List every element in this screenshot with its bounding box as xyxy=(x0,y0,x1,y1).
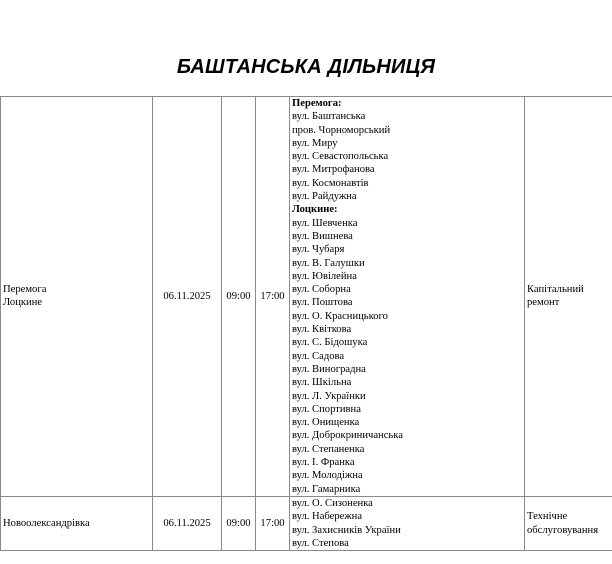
street-item: вул. І. Франка xyxy=(292,457,355,469)
street-item: вул. Чубаря xyxy=(292,244,345,256)
street-item: вул. Степаненка xyxy=(292,443,365,455)
street-item: вул. Онищенка xyxy=(292,417,360,429)
street-item: вул. Захисників України xyxy=(292,524,401,536)
street-item: вул. С. Бідошука xyxy=(292,337,368,349)
street-item: пров. Чорноморський xyxy=(292,124,391,136)
time-from-cell: 09:00 xyxy=(222,97,256,497)
street-item: вул. Шевченка xyxy=(292,217,358,229)
street-item: вул. О. Красницького xyxy=(292,310,388,322)
street-item: вул. Шкільна xyxy=(292,377,352,389)
street-item: вул. Виноградна xyxy=(292,363,366,375)
date-cell: 06.11.2025 xyxy=(153,496,222,550)
street-item: вул. Гамарника xyxy=(292,483,361,495)
street-item: вул. Миру xyxy=(292,137,338,149)
page-title: БАШТАНСЬКА ДІЛЬНИЦЯ xyxy=(176,56,436,78)
settlement-name: Лоцкине xyxy=(3,297,43,309)
streets-cell xyxy=(290,496,525,550)
time-to-cell: 17:00 xyxy=(256,97,290,497)
street-item: вул. Л. Українки xyxy=(292,390,366,402)
streets-cell xyxy=(290,97,525,497)
settlement-name: Новоолександрівка xyxy=(3,517,90,529)
street-item: вул. Райдужна xyxy=(292,191,357,203)
street-item: вул. Баштанська xyxy=(292,111,366,123)
street-item: вул. В. Галушки xyxy=(292,257,365,269)
settlement-cell xyxy=(1,496,153,550)
street-item: вул. Вишнева xyxy=(292,230,353,242)
table-body xyxy=(1,97,612,551)
street-item: вул. Квіткова xyxy=(292,324,352,336)
settlement-group-heading: Лоцкине: xyxy=(292,204,338,216)
street-item: вул. Митрофанова xyxy=(292,164,375,176)
street-item: вул. Степова xyxy=(292,537,349,549)
work-type-cell: Капітальний ремонт xyxy=(525,97,612,497)
street-item: вул. Ювілейна xyxy=(292,270,357,282)
street-item: вул. Садова xyxy=(292,350,345,362)
street-item: вул. Набережна xyxy=(292,511,363,523)
date-cell: 06.11.2025 xyxy=(153,97,222,497)
street-item: вул. Космонавтів xyxy=(292,177,369,189)
time-to-cell: 17:00 xyxy=(256,496,290,550)
street-item: вул. Доброкриничанська xyxy=(292,430,403,442)
settlement-name: Перемога xyxy=(3,284,47,296)
street-item: вул. Молодіжна xyxy=(292,470,363,482)
time-from-cell: 09:00 xyxy=(222,496,256,550)
settlement-group-heading: Перемога: xyxy=(292,98,342,109)
table-row xyxy=(1,97,612,497)
work-type-cell: Технічне обслуговування xyxy=(525,496,612,550)
street-item: вул. Севастопольська xyxy=(292,151,389,163)
street-item: вул. О. Сизоненка xyxy=(292,497,373,509)
outage-schedule-table xyxy=(0,96,612,551)
settlement-cell xyxy=(1,97,153,497)
street-item: вул. Соборна xyxy=(292,284,351,296)
street-item: вул. Спортивна xyxy=(292,403,361,415)
street-item: вул. Поштова xyxy=(292,297,353,309)
table-row xyxy=(1,496,612,550)
